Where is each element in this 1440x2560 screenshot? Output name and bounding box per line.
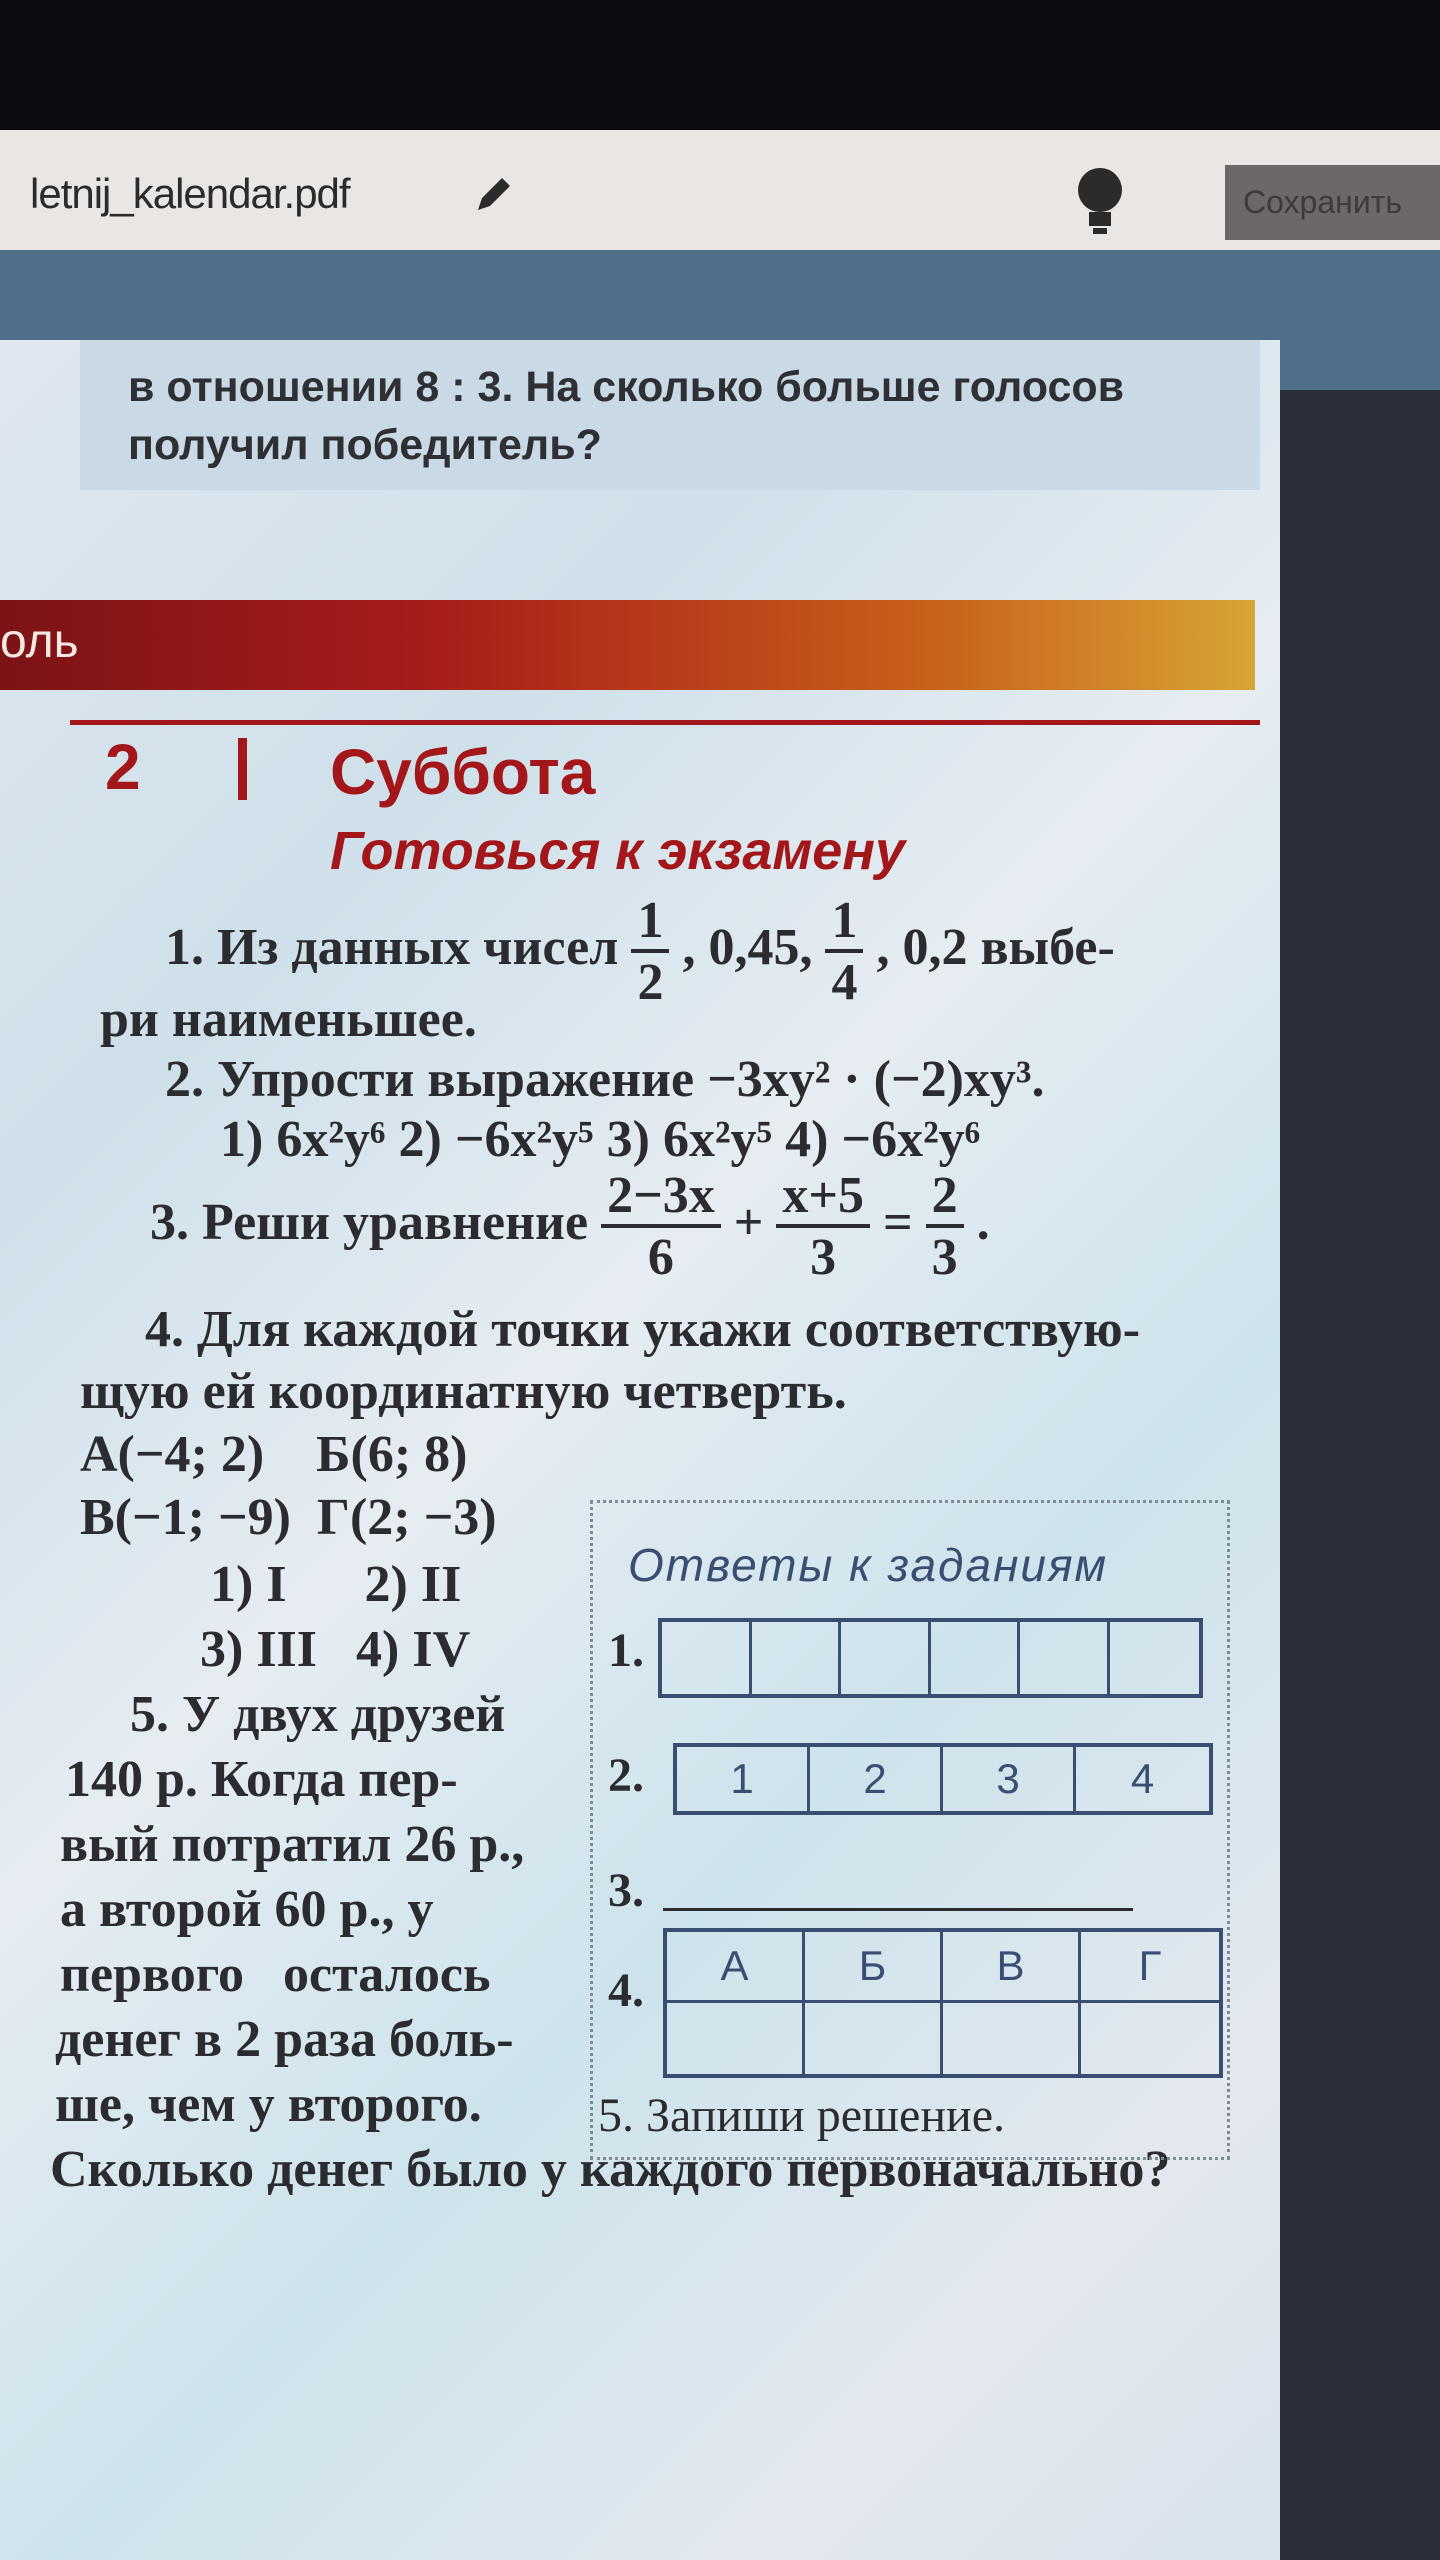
task-5-line-1: 5. У двух друзей (130, 1686, 506, 1743)
top-status-bar (0, 0, 1440, 130)
task-1-line2: ри наименьшее. (100, 991, 477, 1048)
task-5-line-2: 140 р. Когда пер- (65, 1751, 458, 1808)
task-4-line2: щую ей координатную четверть. (80, 1363, 847, 1420)
answer-cell[interactable] (931, 1622, 1021, 1694)
answer-option[interactable]: 1 (677, 1747, 810, 1811)
answer-header: Б (805, 1932, 943, 2003)
day-name: Суббота (330, 736, 596, 808)
task-4-points-2: В(−1; −9) Г(2; −3) (80, 1489, 497, 1546)
answer-option[interactable]: 2 (810, 1747, 943, 1811)
task-1-suffix: , 0,2 выбе- (876, 918, 1115, 976)
task-5-line-4: а второй 60 р., у (60, 1881, 434, 1938)
plus-sign: + (733, 1193, 764, 1251)
section-label: оль (0, 615, 79, 668)
fraction: $\frac{2}{3}$ (926, 1170, 964, 1284)
answer-cell[interactable] (1020, 1622, 1110, 1694)
previous-task-text: в отношении 8 : 3. На сколько больше голосов получил победитель? (128, 363, 1125, 469)
pdf-viewer-toolbar (0, 130, 1440, 250)
answer-cell[interactable] (841, 1622, 931, 1694)
fraction: $\frac{1}{2}$ (631, 895, 669, 1009)
section-divider (70, 720, 1260, 725)
answer-cell[interactable] (1110, 1622, 1200, 1694)
task-5-line-6: денег в 2 раза боль- (55, 2011, 514, 2068)
answers-title: Ответы к заданиям (628, 1539, 1109, 1591)
pdf-page (0, 340, 1280, 2560)
answer-header: Г (1081, 1932, 1219, 2003)
answer-option[interactable]: 3 (943, 1747, 1076, 1811)
fraction: $\frac{x+5}{3}$ (776, 1170, 870, 1284)
task-1-mid: , 0,45, (682, 918, 813, 976)
task-5-line-5: первого осталось (60, 1946, 491, 2003)
answer-cell[interactable] (752, 1622, 842, 1694)
answer-cell[interactable] (662, 1622, 752, 1694)
answer-grid-1[interactable] (658, 1618, 1203, 1698)
section-header-bar (0, 600, 1255, 690)
task-4-options-2: 3) III 4) IV (200, 1621, 471, 1678)
answer-grid-4[interactable] (663, 1928, 1223, 2078)
answer-cell[interactable] (667, 2003, 805, 2074)
day-number: 2 (105, 731, 141, 803)
fraction: $\frac{2-3x}{6}$ (601, 1170, 721, 1284)
edit-pencil-icon[interactable] (470, 170, 518, 218)
day-separator (238, 738, 247, 800)
task-3-prefix: 3. Реши уравнение (150, 1193, 589, 1251)
answer-header: А (667, 1932, 805, 2003)
answer-grid-2[interactable] (673, 1743, 1213, 1815)
task-4-line1: 4. Для каждой точки укажи соответствую- (145, 1301, 1141, 1358)
task-4-points-1: А(−4; 2) Б(6; 8) (80, 1426, 468, 1483)
task-2-options: 1) 6x²y⁶ 2) −6x²y⁵ 3) 6x²y⁵ 4) −6x²y⁶ (220, 1111, 981, 1168)
task-5-line-7: ше, чем у второго. (55, 2076, 482, 2133)
answer-cell[interactable] (943, 2003, 1081, 2074)
answer-label-3: 3. (608, 1864, 644, 1917)
task-5-last-line: Сколько денег было у каждого первоначально? (50, 2141, 1171, 2198)
answer-label-1: 1. (608, 1624, 644, 1677)
file-name: letnij_kalendar.pdf (30, 170, 350, 217)
task-1-prefix: 1. Из данных чисел (165, 918, 619, 976)
save-button[interactable]: Сохранить (1225, 165, 1440, 240)
equals-sign: = (883, 1193, 913, 1251)
answer-label-4: 4. (608, 1964, 644, 2017)
answer-line-3[interactable] (663, 1908, 1133, 1911)
answer-cell[interactable] (805, 2003, 943, 2074)
previous-task-box (80, 340, 1260, 490)
answer-label-5: 5. Запиши решение. (598, 2089, 1005, 2142)
task-4-options-1: 1) I 2) II (210, 1556, 462, 1613)
lightbulb-icon[interactable] (1065, 160, 1135, 240)
fraction: $\frac{1}{4}$ (825, 895, 863, 1009)
task-3: 3. Реши уравнение $\frac{2-3x}{6}$ + $\frac{x+5}{3}$ = $\frac{2}{3}$ . (150, 1167, 990, 1286)
answers-box (590, 1500, 1230, 2160)
task-5-line-3: вый потратил 26 р., (60, 1816, 525, 1873)
answer-cell[interactable] (1081, 2003, 1219, 2074)
answer-header: В (943, 1932, 1081, 2003)
answer-option[interactable]: 4 (1130, 1755, 1155, 1802)
task-2: 2. Упрости выражение −3xy² · (−2)xy³. (165, 1051, 1045, 1108)
day-subtitle: Готовься к экзамену (330, 821, 905, 881)
answer-label-2: 2. (608, 1749, 644, 1802)
